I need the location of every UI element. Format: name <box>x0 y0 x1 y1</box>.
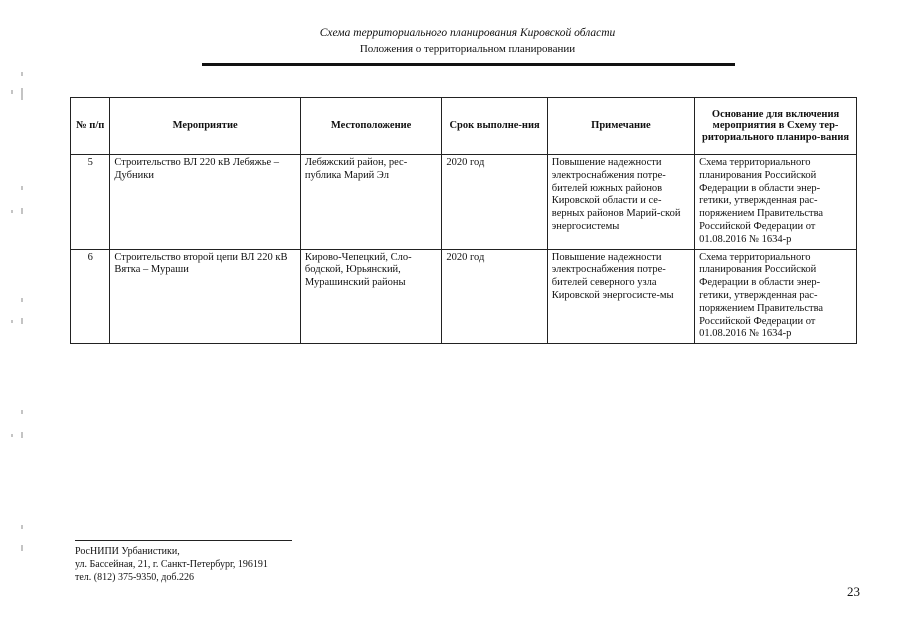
row-basis: Схема территориального планирования Российской Федерации в области энер-гетики, утвержденная рас-поряжением Правительства Российской Федерации от 01.08.2016 № 1634-р <box>695 249 857 344</box>
footer-organization: РосНИПИ Урбанистики, <box>75 546 180 557</box>
table-row <box>71 249 857 344</box>
table-row <box>71 155 857 250</box>
document-title: Схема территориального планирования Кировской области <box>319 27 616 39</box>
header-rule <box>202 63 735 66</box>
planning-table <box>70 97 857 344</box>
footer-rule <box>75 540 292 541</box>
page-number: 23 <box>847 584 860 599</box>
scan-edge-marks <box>0 0 40 640</box>
row-note: Повышение надежности электроснабжения потре-бителей северного узла Кировской энергосисте-мы <box>547 249 694 344</box>
row-number: 5 <box>71 155 110 250</box>
column-header-event: Мероприятие <box>110 98 301 155</box>
row-number: 6 <box>71 249 110 344</box>
column-header-location: Местоположение <box>300 98 441 155</box>
row-event: Строительство ВЛ 220 кВ Лебяжье – Дубники <box>110 155 301 250</box>
column-header-term: Срок выполне-ния <box>442 98 547 155</box>
row-location: Лебяжский район, рес-публика Марий Эл <box>300 155 441 250</box>
column-header-basis: Основание для включения мероприятия в Схему тер-риториального планиро-вания <box>695 98 857 155</box>
column-header-number: № п/п <box>71 98 110 155</box>
column-header-note: Примечание <box>547 98 694 155</box>
table-header-row <box>71 98 857 155</box>
footer-phone: тел. (812) 375-9350, доб.226 <box>75 572 194 583</box>
row-note: Повышение надежности электроснабжения потре-бителей южных районов Кировской области и се-верных районов Марий-ской энергосистемы <box>547 155 694 250</box>
row-term: 2020 год <box>442 249 547 344</box>
row-basis: Схема территориального планирования Российской Федерации в области энер-гетики, утвержденная рас-поряжением Правительства Российской Федерации от 01.08.2016 № 1634-р <box>695 155 857 250</box>
footer-address: ул. Бассейная, 21, г. Санкт-Петербург, 196191 <box>75 559 268 570</box>
row-term: 2020 год <box>442 155 547 250</box>
row-event: Строительство второй цепи ВЛ 220 кВ Вятка – Мураши <box>110 249 301 344</box>
row-location: Кирово-Чепецкий, Сло-бодской, Юрьянский, Мурашинский районы <box>300 249 441 344</box>
document-subtitle: Положения о территориальном планировании <box>359 43 576 55</box>
